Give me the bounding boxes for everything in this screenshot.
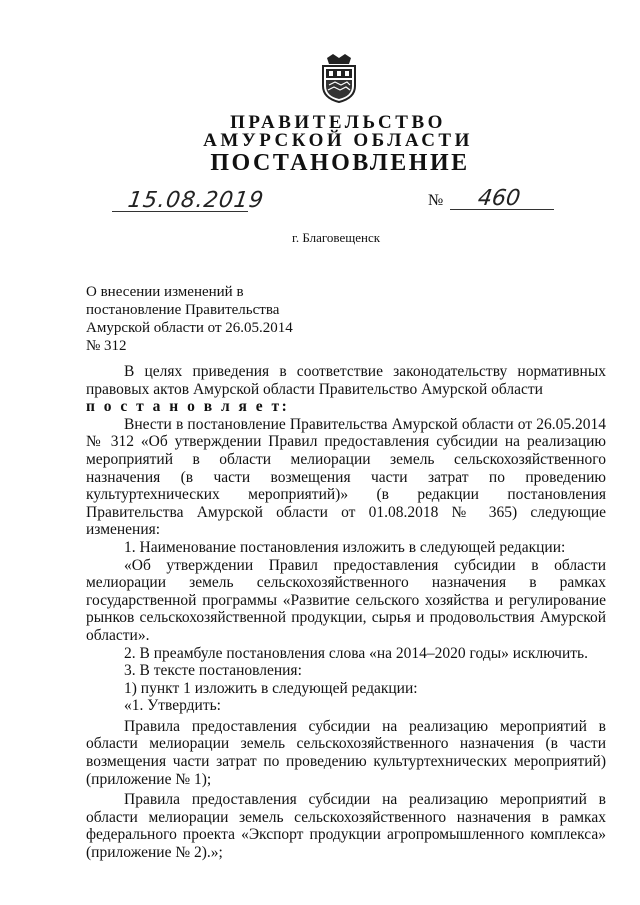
document-number: 460 (476, 186, 522, 211)
number-underline (450, 209, 554, 210)
paragraph-amend: Внести в постановление Правительства Амурской области от 26.05.2014 № 312 «Об утверждении Правил предоставления субсидии на реализацию мероприятий в области мелиорации земель сельскохозяйственного назначения (в части возмещения части затрат по проведению культуртехнических мероприятий)» (в редакции постановления Правительства Амурской области от 01.08.2018 № 365) следующие изменения: (86, 415, 606, 539)
coat-of-arms-icon (319, 52, 359, 104)
paragraph-subitem-1: 1) пункт 1 изложить в следующей редакции: (124, 679, 418, 697)
paragraph-resolves: п о с т а н о в л я е т: (86, 398, 290, 416)
paragraph-item-3: 3. В тексте постановления: (124, 662, 302, 680)
subject-line: Амурской области от 26.05.2014 (86, 320, 293, 336)
date-underline (112, 211, 248, 212)
paragraph-item-1: 1. Наименование постановления изложить в следующей редакции: (124, 538, 566, 556)
paragraph-rules-1: Правила предоставления субсидии на реализацию мероприятий в области мелиорации земель сельскохозяйственного назначения (в части возмещения части затрат по проведению культуртехнических мероприятий) (приложение № 1); (86, 717, 606, 788)
paragraph-new-title: «Об утверждении Правил предоставления субсидии в области мелиорации земель сельскохозяйственного назначения в рамках государственной программы «Развитие сельского хозяйства и регулирование рынков сельскохозяйственной продукции, сырья и продовольствия Амурской области». (86, 556, 606, 644)
subject-line: О внесении изменений в (86, 284, 244, 300)
document-date: 15.08.2019 (126, 188, 266, 213)
paragraph-item-2: 2. В преамбуле постановления слова «на 2014–2020 годы» исключить. (124, 644, 588, 662)
subject-line: постановление Правительства (86, 302, 280, 318)
document-subject (86, 283, 346, 355)
paragraph-preamble: В целях приведения в соответствие законодательству нормативных правовых актов Амурской области Правительство Амурской области (86, 363, 606, 398)
paragraph-rules-2: Правила предоставления субсидии на реализацию мероприятий в области мелиорации земель сельскохозяйственного назначения в рамках федерального проекта «Экспорт продукции агропромышленного комплекса» (приложение № 2).»; (86, 791, 606, 862)
city: г. Благовещенск (291, 230, 381, 245)
subject-line: № 312 (86, 338, 127, 354)
paragraph-approve: «1. Утвердить: (124, 697, 221, 715)
org-name-line2: АМУРСКОЙ ОБЛАСТИ (203, 130, 473, 151)
document-body (86, 363, 606, 862)
document-type: ПОСТАНОВЛЕНИЕ (210, 150, 470, 176)
number-sign: № (428, 192, 444, 209)
org-name-line1: ПРАВИТЕЛЬСТВО (230, 112, 446, 133)
